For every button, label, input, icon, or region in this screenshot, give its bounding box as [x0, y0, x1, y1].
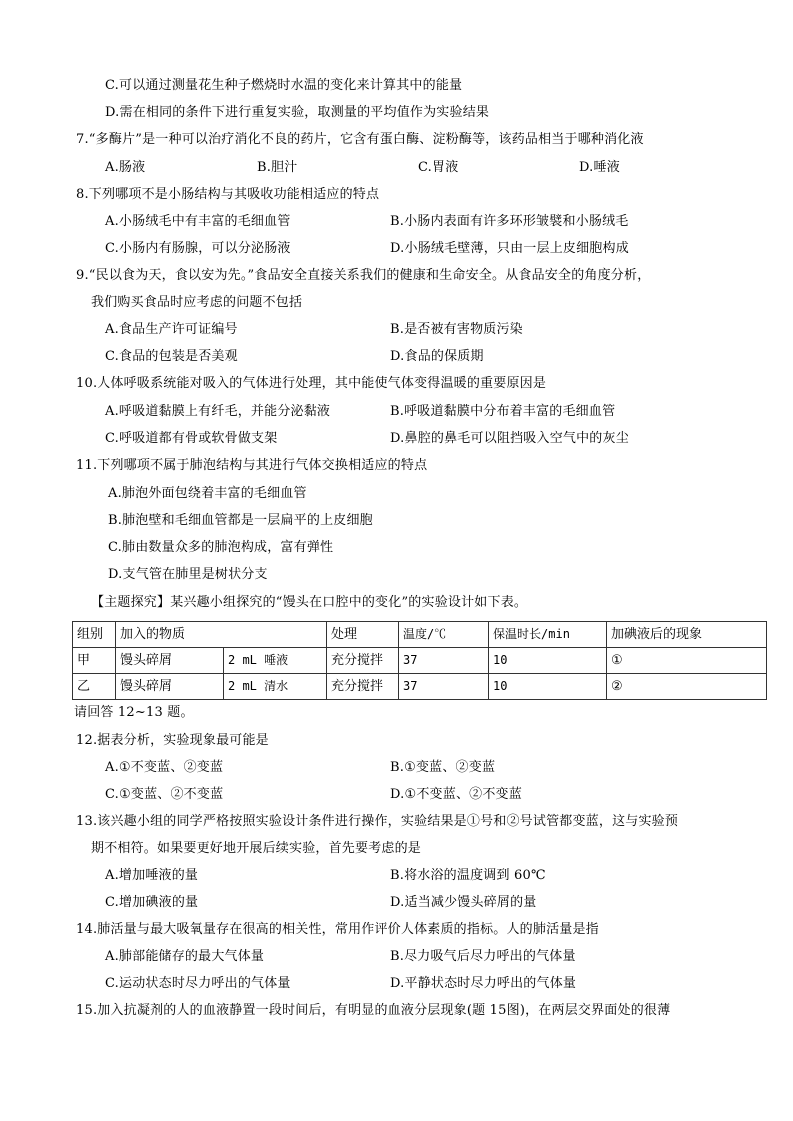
- question-14-stem: 14.肺活量与最大吸氧量存在很高的相关性，常用作评价人体素质的指标。人的肺活量是指: [76, 922, 599, 937]
- cell-material: 馒头碎屑: [116, 674, 224, 700]
- q14-option-d: D.平静状态时尽力呼出的气体量: [390, 976, 577, 991]
- header-phenomenon: 加碘液后的现象: [607, 622, 767, 648]
- experiment-table: [72, 621, 767, 700]
- q10-option-a: A.呼吸道黏膜上有纤毛，并能分泌黏液: [105, 404, 331, 419]
- q9-option-a: A.食品生产许可证编号: [105, 322, 238, 337]
- cell-duration: 10: [489, 648, 607, 674]
- q11-option-a: A.肺泡外面包绕着丰富的毛细血管: [108, 486, 307, 501]
- q11-option-c: C.肺由数量众多的肺泡构成，富有弹性: [108, 540, 334, 555]
- question-9-stem: 9.“民以食为天，食以安为先。”食品安全直接关系我们的健康和生命安全。从食品安全的角度分析，: [76, 268, 651, 283]
- q10-option-c: C.呼吸道都有骨或软骨做支架: [105, 431, 278, 446]
- option-c-prev: C.可以通过测量花生种子燃烧时水温的变化来计算其中的能量: [105, 78, 463, 93]
- cell-temperature: 37: [399, 648, 489, 674]
- q13-option-a: A.增加唾液的量: [105, 868, 199, 883]
- q12-option-c: C.①变蓝、②不变蓝: [105, 787, 224, 802]
- cell-group: 甲: [73, 648, 116, 674]
- q9-option-d: D.食品的保质期: [390, 349, 484, 364]
- question-11-stem: 11.下列哪项不属于肺泡结构与其进行气体交换相适应的特点: [76, 458, 428, 473]
- question-10-stem: 10.人体呼吸系统能对吸入的气体进行处理，其中能使气体变得温暖的重要原因是: [76, 376, 547, 391]
- q12-option-d: D.①不变蓝、②不变蓝: [390, 787, 522, 802]
- table-row: [73, 648, 767, 674]
- theme-intro: 【主题探究】某兴趣小组探究的“馒头在口腔中的变化”的实验设计如下表。: [91, 595, 528, 610]
- question-8-stem: 8.下列哪项不是小肠结构与其吸收功能相适应的特点: [76, 187, 380, 202]
- cell-group: 乙: [73, 674, 116, 700]
- q7-option-b: B.胆汁: [257, 160, 298, 175]
- q7-option-c: C.胃液: [418, 160, 459, 175]
- q14-option-b: B.尽力吸气后尽力呼出的气体量: [390, 949, 576, 964]
- q14-option-a: A.肺部能储存的最大气体量: [105, 949, 265, 964]
- question-7-stem: 7.“多酶片”是一种可以治疗消化不良的药片，它含有蛋白酶、淀粉酶等，该药品相当于哪种消化液: [76, 132, 644, 147]
- cell-reagent: 2 mL 唾液: [224, 648, 327, 674]
- cell-treatment: 充分搅拌: [327, 648, 399, 674]
- cell-treatment: 充分搅拌: [327, 674, 399, 700]
- q9-option-c: C.食品的包装是否美观: [105, 349, 238, 364]
- q12-option-a: A.①不变蓝、②变蓝: [105, 760, 224, 775]
- q13-option-c: C.增加碘液的量: [105, 895, 199, 910]
- header-substance: 加入的物质: [116, 622, 327, 648]
- q13-option-d: D.适当减少馒头碎屑的量: [390, 895, 537, 910]
- option-d-prev: D.需在相同的条件下进行重复实验，取测量的平均值作为实验结果: [105, 105, 490, 120]
- question-12-stem: 12.据表分析，实验现象最可能是: [76, 733, 269, 748]
- header-duration: 保温时长/min: [489, 622, 607, 648]
- question-13-stem: 13.该兴趣小组的同学严格按照实验设计条件进行操作，实验结果是①号和②号试管都变蓝，这与实验预: [76, 814, 679, 829]
- q8-option-a: A.小肠绒毛中有丰富的毛细血管: [105, 214, 291, 229]
- q12-option-b: B.①变蓝、②变蓝: [390, 760, 496, 775]
- q8-option-b: B.小肠内表面有许多环形皱襞和小肠绒毛: [390, 214, 629, 229]
- question-15-stem: 15.加入抗凝剂的人的血液静置一段时间后，有明显的血液分层现象(题 15图)，在两层交界面处的很薄: [76, 1003, 671, 1018]
- cell-reagent: 2 mL 清水: [224, 674, 327, 700]
- question-9-stem-cont: 我们购买食品时应考虑的问题不包括: [91, 295, 303, 310]
- table-header-row: [73, 622, 767, 648]
- q14-option-c: C.运动状态时尽力呼出的气体量: [105, 976, 291, 991]
- answer-range: 请回答 12~13 题。: [74, 705, 194, 720]
- header-treatment: 处理: [327, 622, 399, 648]
- q11-option-d: D.支气管在肺里是树状分支: [108, 567, 268, 582]
- cell-phenomenon: ②: [607, 674, 767, 700]
- cell-phenomenon: ①: [607, 648, 767, 674]
- q10-option-d: D.鼻腔的鼻毛可以阻挡吸入空气中的灰尘: [390, 431, 629, 446]
- header-group: 组别: [73, 622, 116, 648]
- q11-option-b: B.肺泡壁和毛细血管都是一层扁平的上皮细胞: [108, 513, 373, 528]
- cell-material: 馒头碎屑: [116, 648, 224, 674]
- question-13-stem-cont: 期不相符。如果要更好地开展后续实验，首先要考虑的是: [91, 841, 422, 856]
- q10-option-b: B.呼吸道黏膜中分布着丰富的毛细血管: [390, 404, 616, 419]
- cell-temperature: 37: [399, 674, 489, 700]
- q8-option-d: D.小肠绒毛壁薄，只由一层上皮细胞构成: [390, 241, 629, 256]
- header-temperature: 温度/℃: [399, 622, 489, 648]
- table-row: [73, 674, 767, 700]
- q8-option-c: C.小肠内有肠腺，可以分泌肠液: [105, 241, 291, 256]
- q7-option-d: D.唾液: [579, 160, 620, 175]
- cell-duration: 10: [489, 674, 607, 700]
- q7-option-a: A.肠液: [105, 160, 146, 175]
- q9-option-b: B.是否被有害物质污染: [390, 322, 523, 337]
- q13-option-b: B.将水浴的温度调到 60℃: [390, 868, 546, 883]
